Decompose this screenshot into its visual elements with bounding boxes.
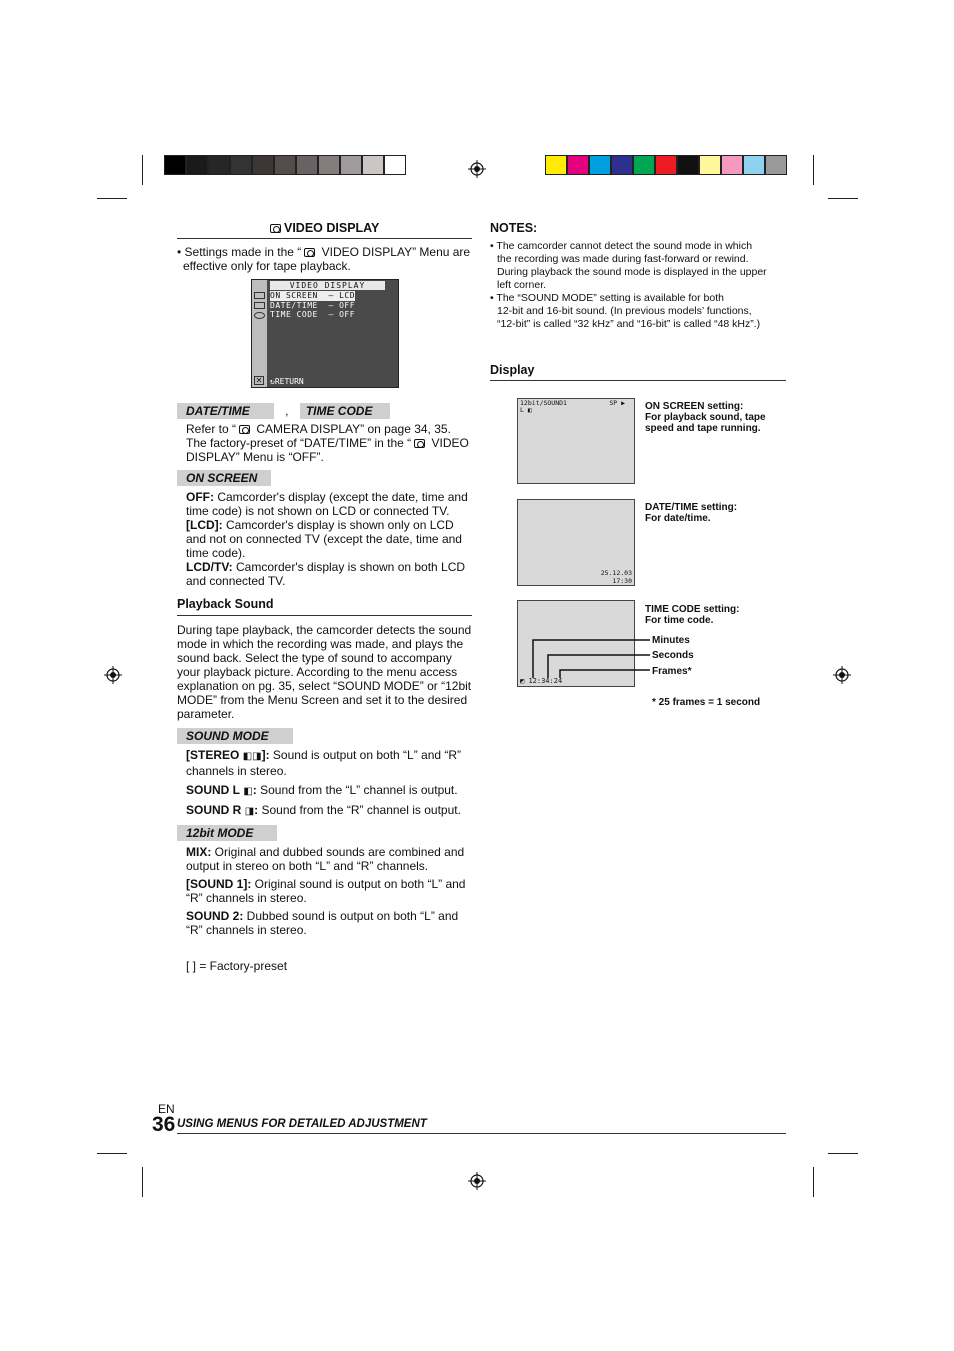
note-line: the recording was made during fast-forward or rewind. [497,252,749,265]
sound-mode-text: [STEREO ◧◨]: Sound is output on both “L” and “R” channels in stereo. SOUND L ◧: Sound from the “L” channel is output. SOUND R ◨: Sound from the “R” channel is output. [186,747,462,817]
crop-mark [828,1153,858,1154]
color-swatch [208,155,230,175]
12bit-mode-section [177,825,472,937]
display-heading: Display [490,363,786,381]
footer-section-title: USING MENUS FOR DETAILED ADJUSTMENT [177,1118,786,1134]
time-code-caption: TIME CODE setting: For time code. [645,604,740,626]
notes-list [490,240,786,331]
on-screen-section [177,470,472,588]
return-icon: ↻ [270,377,275,386]
note-item [490,292,786,331]
crop-mark [828,198,858,199]
crop-mark [142,1167,143,1197]
note-line: “12-bit” is called “32 kHz” and “16-bit” is called “48 kHz”.) [497,317,761,330]
left-column [177,221,472,973]
color-swatch [589,155,611,175]
date-time-section: DATE/TIME , TIME CODE Refer to “ CAMERA DISPLAY” on page 34, 35. The factory-preset of “DATE/TIME” in the “ VIDEO DISPLAY” Menu is “OFF”. [177,403,472,464]
crop-mark [97,198,127,199]
color-swatch [633,155,655,175]
sound-mode-tag: SOUND MODE [177,728,293,744]
menu-rows [270,291,355,320]
paragraph-line: MODE” from the Menu Screen and set it to the desired [177,692,468,707]
note-item [490,240,786,292]
paragraph-line: mode in which the recording was made, and plays the [177,636,464,651]
note-line: During playback the sound mode is displayed in the upper [497,265,767,278]
color-swatch [699,155,721,175]
minutes-label: Minutes [652,635,690,646]
menu-icon [254,302,265,309]
camera-display-icon [239,425,250,434]
camera-display-icon [414,439,425,448]
camera-display-icon [304,248,315,257]
paragraph-line: During tape playback, the camcorder detects the sound [177,622,472,637]
registration-mark-icon [468,1172,486,1190]
notes-heading: NOTES: [490,221,538,235]
paragraph-line: your playback picture. According to the menu access [177,664,458,679]
frames-footnote: * 25 frames = 1 second [652,697,761,708]
note-line: • The “SOUND MODE” setting is available for both [490,291,724,304]
time-code-tag: TIME CODE [300,403,391,419]
right-column [490,221,786,381]
crop-mark [813,1167,814,1197]
on-screen-caption: ON SCREEN setting: For playback sound, tape speed and tape running. [645,401,766,434]
color-swatch [230,155,252,175]
sound-mode-section [177,728,472,819]
color-swatch [677,155,699,175]
factory-preset-note: [ ] = Factory-preset [186,959,288,974]
color-swatch [655,155,677,175]
on-screen-text: OFF: Camcorder's display (except the date, time and time code) is not shown on LCD or connected TV. [LCD]: Camcorder's display is shown only on LCD and not on connected TV (except the date, time and time code). LCD/TV: Camcorder's display is shown on both LCD and connected TV. [186,490,468,589]
crop-mark [142,155,143,185]
video-display-menu-screen [251,279,399,388]
menu-icon [254,292,265,299]
color-swatch [765,155,787,175]
menu-header: VIDEO DISPLAY [270,281,385,290]
playback-sound-heading: Playback Sound [177,597,472,616]
color-swatch [340,155,362,175]
crop-mark [97,1153,127,1154]
registration-mark-icon [833,666,851,684]
note-line: 12-bit and 16-bit sound. (In previous models’ functions, [497,304,752,317]
color-swatch [164,155,186,175]
menu-row[interactable]: ON SCREEN – LCD [270,291,356,300]
time-code-display-example: ◩ 12:34:24 [517,600,635,687]
sound-l-icon: ◧ [243,785,253,797]
menu-icon [254,312,265,319]
seconds-label: Seconds [652,650,694,661]
color-swatch [545,155,567,175]
timecode-icon: ◩ [520,677,525,685]
color-swatch [721,155,743,175]
video-display-intro: • Settings made in the “ VIDEO DISPLAY” Menu are effective only for tape playback. [177,244,471,273]
date-time-caption: DATE/TIME setting: For date/time. [645,502,738,524]
playback-sound-text [177,623,472,721]
color-swatch [252,155,274,175]
time-code-leader-lines [520,630,655,680]
menu-row[interactable]: TIME CODE – OFF [270,310,356,319]
frames-label: Frames* [652,666,692,677]
page-number: 36 [152,1113,176,1136]
note-line: left corner. [497,278,547,291]
date-time-tag: DATE/TIME [177,403,274,419]
menu-row[interactable]: DATE/TIME – OFF [270,300,356,310]
paragraph-line: explanation on pg. 35, select “SOUND MODE” or “12bit [177,678,472,693]
sound-r-icon: ◨ [244,805,255,817]
close-icon: ✕ [255,376,263,385]
language-label: EN [158,1102,175,1116]
12bit-mode-text: MIX: Original and dubbed sounds are combined and output in stereo on both “L” and “R” channels. [SOUND 1]: Original sound is output on both “L” and “R” channels in stereo. SOUND 2: Dubbed sound is output on both “L” and “R” channels in stereo. [186,845,466,938]
stereo-icon: ◧◨ [242,750,262,762]
camera-display-icon [270,224,281,233]
color-swatch [384,155,406,175]
color-swatch [362,155,384,175]
date-time-text: Refer to “ CAMERA DISPLAY” on page 34, 35. The factory-preset of “DATE/TIME” in the “ VIDEO DISPLAY” Menu is “OFF”. [186,421,469,464]
12bit-mode-tag: 12bit MODE [177,825,277,841]
color-swatch [186,155,208,175]
color-swatch [567,155,589,175]
on-screen-display-example: 12bit/SOUND1 L ◧ SP ▶ [517,398,635,484]
on-screen-tag: ON SCREEN [177,470,271,486]
color-swatch [611,155,633,175]
date-time-display-example: 25.12.03 17:30 [517,499,635,586]
note-line: • The camcorder cannot detect the sound mode in which [490,239,753,252]
color-swatch [296,155,318,175]
crop-mark [813,155,814,185]
paragraph-line: sound back. Select the type of sound to accompany [177,650,452,665]
color-swatch [274,155,296,175]
menu-return[interactable]: ↻RETURN [270,377,304,386]
registration-mark-icon [104,666,122,684]
paragraph-line: parameter. [177,706,235,721]
video-display-heading: VIDEO DISPLAY [177,221,472,239]
registration-mark-icon [468,160,486,178]
color-swatch [318,155,340,175]
sound-l-icon: ◧ [527,406,532,414]
color-swatch [743,155,765,175]
